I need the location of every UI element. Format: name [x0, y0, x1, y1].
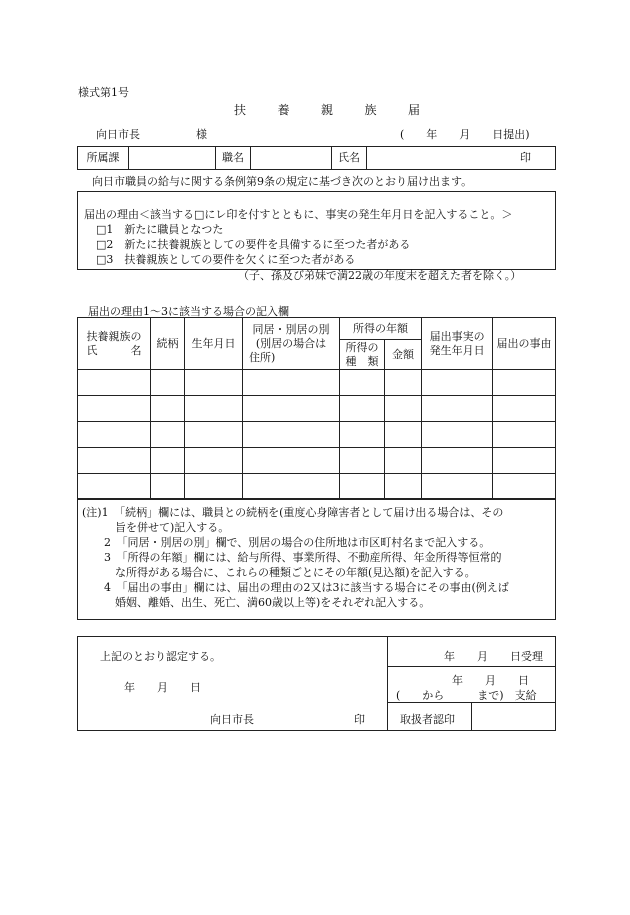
- honorific: 様: [196, 128, 207, 141]
- note-line: 3 「所得の年額」欄には、給与所得、事業所得、不動産所得、年金所得等恒常的: [82, 551, 502, 564]
- table-row: [78, 422, 556, 448]
- pay-period: ( から まで) 支給: [396, 689, 537, 702]
- submission-date: ( 年 月 日提出): [400, 128, 530, 141]
- reason-option-2[interactable]: □2 新たに扶養親族としての要件を具備するに至つた者がある: [96, 238, 411, 251]
- col-header-fact-date: 届出事実の 発生年月日: [422, 318, 493, 370]
- title-char: 扶: [233, 103, 246, 117]
- mayor-label: 向日市長: [210, 713, 254, 726]
- col-header-income-amount: 金額: [385, 340, 422, 370]
- handler-seal-field[interactable]: [473, 704, 555, 730]
- note-line: (注)1 「続柄」欄には、職員との続柄を(重度心身障害者として届け出る場合は、その: [82, 506, 504, 519]
- handler-seal-label: 取扱者認印: [400, 713, 455, 726]
- post-label: 職名: [216, 147, 251, 170]
- dept-label: 所属課: [78, 147, 129, 170]
- col-header-reason: 届出の事由: [493, 318, 556, 370]
- post-field[interactable]: [251, 147, 332, 170]
- note-line: 4 「届出の事由」欄には、届出の理由の2又は3に該当する場合にその事由(例えば: [82, 581, 509, 594]
- handler-divider: [471, 702, 472, 731]
- addressee: 向日市長: [96, 128, 140, 141]
- dependents-table: [77, 317, 556, 500]
- form-number: 様式第1号: [78, 86, 129, 99]
- info-row-table: [77, 146, 556, 170]
- note-line: 婚姻、離婚、出生、死亡、満60歳以上等)をそれぞれ記入する。: [82, 596, 431, 609]
- name-field[interactable]: [367, 147, 556, 170]
- title-char: 族: [364, 103, 377, 117]
- reason-note: （子、孫及び弟妹で満22歳の年度末を超えた者を除く。）: [238, 269, 522, 282]
- name-label: 氏名: [332, 147, 367, 170]
- reasons-instruction: 届出の理由＜該当する□にレ印を付すとともに、事実の発生年月日を記入すること。＞: [84, 208, 513, 221]
- approval-hline-1: [387, 666, 556, 667]
- title-char: 親: [320, 103, 333, 117]
- seal-mark: 印: [520, 151, 531, 164]
- table-row: [78, 396, 556, 422]
- received-date: 年 月 日受理: [444, 650, 543, 663]
- col-header-birth: 生年月日: [185, 318, 243, 370]
- approval-divider: [387, 636, 388, 731]
- approval-statement: 上記のとおり認定する。: [100, 650, 221, 663]
- col-header-relation: 続柄: [151, 318, 185, 370]
- reason-option-1[interactable]: □1 新たに職員となつた: [96, 223, 224, 236]
- approval-date: 年 月 日: [124, 681, 201, 694]
- document-title: [220, 101, 434, 118]
- table-row: [78, 370, 556, 396]
- col-header-residence: 同居・別居の別 (別居の場合は 住所): [243, 318, 340, 370]
- title-char: 養: [277, 103, 290, 117]
- intro-text: 向日市職員の給与に関する条例第9条の規定に基づき次のとおり届け出ます。: [92, 175, 473, 188]
- note-line: 2 「同居・別居の別」欄で、別居の場合の住所地は市区町村名まで記入する。: [82, 536, 491, 549]
- col-header-income: 所得の年額: [340, 318, 422, 340]
- note-line: 旨を併せて)記入する。: [82, 521, 230, 534]
- notes-list: [82, 505, 509, 610]
- note-line: な所得がある場合に、これらの種類ごとにその年額(見込額)を記入する。: [82, 566, 476, 579]
- table-row: [78, 448, 556, 474]
- col-header-name: 扶養親族の 氏 名: [78, 318, 151, 370]
- reason-option-3[interactable]: □3 扶養親族としての要件を欠くに至つた者がある: [96, 253, 356, 266]
- col-header-income-type: 所得の 種 類: [340, 340, 385, 370]
- dept-field[interactable]: [129, 147, 216, 170]
- title-char: 届: [407, 103, 420, 117]
- table-caption: 届出の理由1～3に該当する場合の記入欄: [88, 305, 289, 318]
- mayor-seal: 印: [354, 713, 365, 726]
- pay-date: 年 月 日: [452, 674, 529, 687]
- table-row: [78, 474, 556, 500]
